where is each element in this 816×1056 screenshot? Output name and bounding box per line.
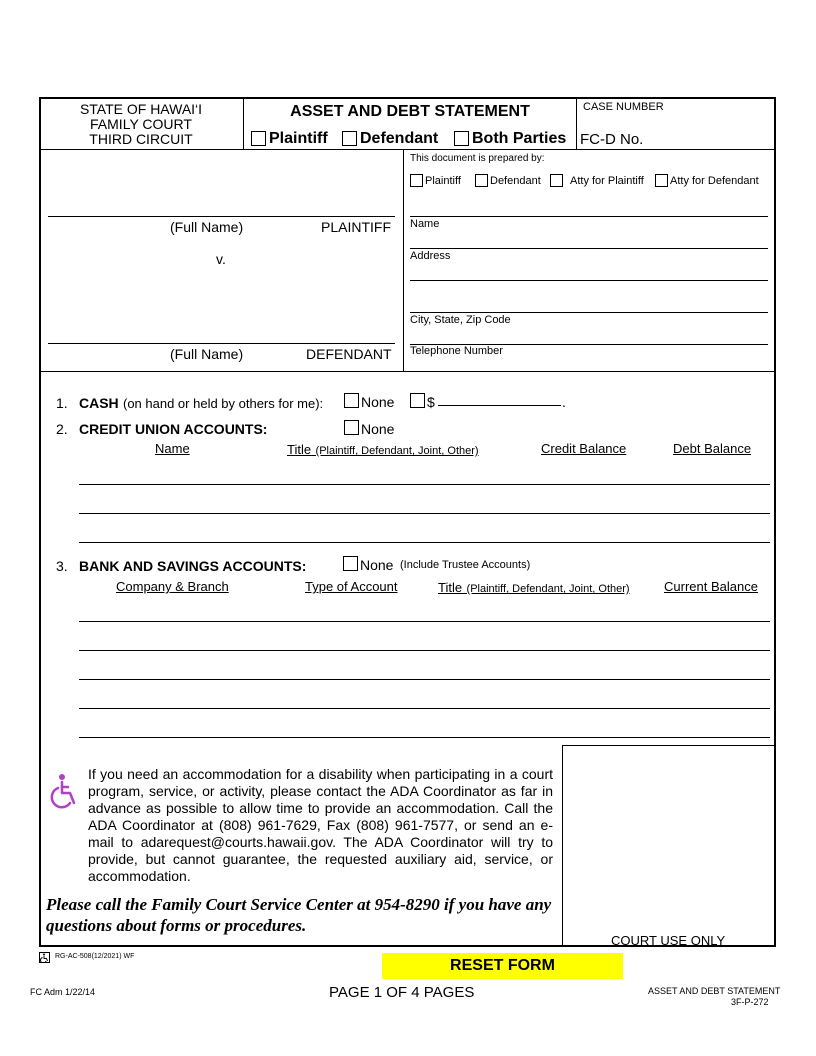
cash-title: CASH xyxy=(79,395,119,411)
cu-entry-line-2[interactable] xyxy=(79,513,770,514)
case-number-label: CASE NUMBER xyxy=(583,101,664,113)
bank-entry-line-2[interactable] xyxy=(79,650,770,651)
bank-col-company: Company & Branch xyxy=(116,579,229,594)
court-line-state: STATE OF HAWAI‘I xyxy=(79,101,203,117)
prep-defendant-label: Defendant xyxy=(490,175,541,187)
footer-doc-code: 3F-P-272 xyxy=(731,997,769,1007)
defendant-party-checkbox[interactable] xyxy=(342,131,357,146)
prep-plaintiff-checkbox[interactable] xyxy=(410,174,423,187)
credit-union-number: 2. xyxy=(56,421,68,437)
both-parties-label: Both Parties xyxy=(472,130,567,147)
cu-entry-line-1[interactable] xyxy=(79,484,770,485)
court-line-circuit: THIRD CIRCUIT xyxy=(89,131,193,147)
court-use-box xyxy=(562,745,776,947)
bank-entry-line-1[interactable] xyxy=(79,621,770,622)
cu-col-credit: Credit Balance xyxy=(541,441,627,456)
bank-entry-line-4[interactable] xyxy=(79,708,770,709)
plaintiff-label: PLAINTIFF xyxy=(321,219,392,235)
caption-col-divider xyxy=(403,149,404,371)
plaintiff-full-name-label: (Full Name) xyxy=(170,219,244,235)
header-col-divider-2 xyxy=(576,97,577,149)
cu-entry-line-3[interactable] xyxy=(79,542,770,543)
bank-col-title-text: Title xyxy=(438,580,463,595)
page-count: PAGE 1 OF 4 PAGES xyxy=(329,984,475,1001)
service-center-notice: Please call the Family Court Service Center at 954-8290 if you have any questions about forms or procedures. xyxy=(46,895,552,935)
cash-number: 1. xyxy=(56,395,68,411)
prepared-by-label: This document is prepared by: xyxy=(410,153,545,164)
bank-none-label: None xyxy=(360,557,394,573)
cash-amount-checkbox[interactable] xyxy=(410,393,425,408)
address-label: Address xyxy=(410,250,451,262)
prep-defendant-checkbox[interactable] xyxy=(475,174,488,187)
bank-entry-line-5[interactable] xyxy=(79,737,770,738)
case-number-prefix: FC-D No. xyxy=(580,131,644,148)
both-parties-checkbox[interactable] xyxy=(454,131,469,146)
city-label: City, State, Zip Code xyxy=(410,314,511,326)
plaintiff-party-label: Plaintiff xyxy=(269,130,328,147)
bank-none-checkbox[interactable] xyxy=(343,556,358,571)
name-line[interactable] xyxy=(410,216,768,217)
cash-none-checkbox[interactable] xyxy=(344,393,359,408)
header-divider xyxy=(39,149,776,150)
city-line[interactable] xyxy=(410,312,768,313)
cu-col-name: Name xyxy=(155,441,190,456)
cu-col-title xyxy=(287,441,479,459)
doc-title: ASSET AND DEBT STATEMENT xyxy=(290,103,530,120)
cash-dollar-sign: $ xyxy=(427,394,435,410)
wheelchair-icon xyxy=(49,773,81,809)
bank-col-title xyxy=(438,579,630,597)
cash-subtitle: (on hand or held by others for me): xyxy=(123,396,324,411)
plaintiff-name-line[interactable] xyxy=(48,216,395,217)
defendant-full-name-label: (Full Name) xyxy=(170,346,244,362)
plaintiff-party-checkbox[interactable] xyxy=(251,131,266,146)
defendant-name-line[interactable] xyxy=(48,343,395,344)
prep-atty-defendant-checkbox[interactable] xyxy=(655,174,668,187)
prep-plaintiff-label: Plaintiff xyxy=(425,175,461,187)
bank-number: 3. xyxy=(56,558,68,574)
bank-col-title-note: (Plaintiff, Defendant, Joint, Other) xyxy=(466,583,630,595)
address-line-1[interactable] xyxy=(410,248,768,249)
defendant-label: DEFENDANT xyxy=(306,346,392,362)
reset-form-button[interactable]: RESET FORM xyxy=(382,953,623,979)
footer-doc-name: ASSET AND DEBT STATEMENT xyxy=(648,986,781,996)
accessible-form-icon xyxy=(39,952,50,963)
bank-col-balance: Current Balance xyxy=(664,579,758,594)
bank-entry-line-3[interactable] xyxy=(79,679,770,680)
ada-notice: If you need an accommodation for a disability when participating in a court program, service, or activity, please contact the ADA Coordinator as far in advance as possible to allow time to provide an accommodation. Call the ADA Coordinator at (808) 961-7629, Fax (808) 961-7577, or send an e-mail to adarequest@courts.hawaii.gov. The ADA Coordinator will try to provide, but cannot guarantee, the requested auxiliary aid, service, or accommodation. xyxy=(88,766,553,884)
prep-atty-plaintiff-checkbox[interactable] xyxy=(550,174,563,187)
fc-adm-label: FC Adm 1/22/14 xyxy=(30,987,96,997)
cash-none-label: None xyxy=(361,394,395,410)
cu-col-debt: Debt Balance xyxy=(673,441,752,456)
court-line-family: FAMILY COURT xyxy=(90,116,192,132)
prep-atty-plaintiff-label: Atty for Plaintiff xyxy=(570,175,644,187)
address-line-2[interactable] xyxy=(410,280,768,281)
bank-title: BANK AND SAVINGS ACCOUNTS: xyxy=(79,558,307,574)
phone-label: Telephone Number xyxy=(410,345,503,357)
versus-label: v. xyxy=(216,251,226,267)
bank-none-note: (Include Trustee Accounts) xyxy=(400,559,531,571)
cu-col-title-text: Title xyxy=(287,442,312,457)
credit-union-title: CREDIT UNION ACCOUNTS: xyxy=(79,421,268,437)
caption-bottom-divider xyxy=(39,371,776,372)
bank-col-type: Type of Account xyxy=(305,579,398,594)
cash-amount-line[interactable] xyxy=(438,405,561,406)
name-label: Name xyxy=(410,218,440,230)
court-name xyxy=(41,102,241,147)
cash-period: . xyxy=(562,394,566,410)
credit-union-none-checkbox[interactable] xyxy=(344,420,359,435)
court-use-only-label: COURT USE ONLY xyxy=(611,933,726,948)
defendant-party-label: Defendant xyxy=(360,130,439,147)
credit-union-none-label: None xyxy=(361,421,395,437)
header-col-divider-1 xyxy=(243,97,244,149)
form-code: RG-AC-508(12/2021) WF xyxy=(55,953,135,960)
prep-atty-defendant-label: Atty for Defendant xyxy=(670,175,759,187)
cu-col-title-note: (Plaintiff, Defendant, Joint, Other) xyxy=(315,445,479,457)
